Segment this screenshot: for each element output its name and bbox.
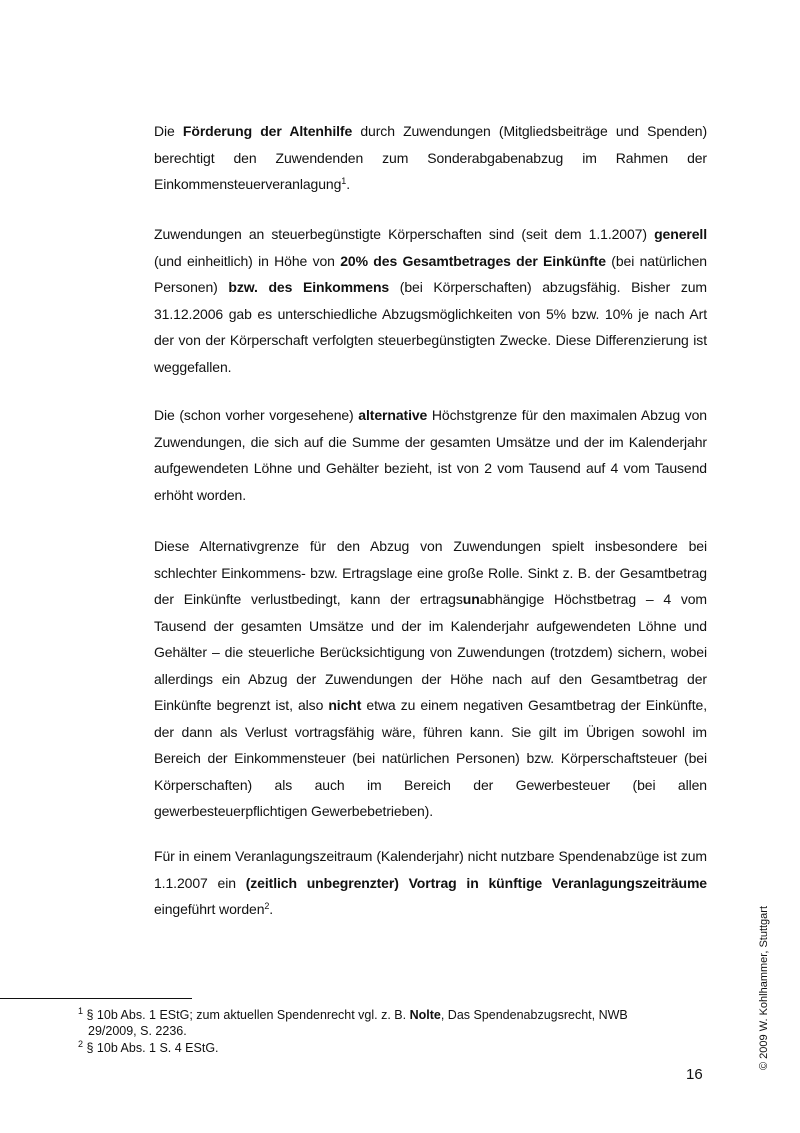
text-run: (bei natürlichen Personen) — [154, 252, 707, 295]
bold-run: alternative — [358, 407, 428, 423]
text-run: Die — [154, 123, 183, 139]
paragraph-alternativgrenze — [154, 533, 707, 825]
text-run: Zuwendungen an steuerbegünstigte Körperschaften sind (seit dem 1.1.2007) — [154, 226, 655, 242]
text-run: § 10b Abs. 1 S. 4 EStG. — [83, 1041, 219, 1055]
paragraph-alternative-hoechstgrenze — [154, 402, 707, 508]
text-run: 29/2009, S. 2236. — [88, 1023, 187, 1038]
bold-run: bzw. des Einkommens — [228, 279, 390, 295]
text-run: . — [269, 901, 274, 917]
text-run: Diese Alternativgrenze für den Abzug von Zuwendungen spielt insbesondere bei schlechter Einkommens- bzw. Ertragslage eine große Rolle. Sinkt z. B. der Gesamtbetrag der Einkünfte verlustbedingt, kann der ertrags — [154, 538, 707, 607]
bold-run: Nolte — [409, 1008, 441, 1022]
footnote-number: 1 — [78, 1006, 84, 1016]
footnote-number: 2 — [78, 1039, 84, 1049]
bold-run: Förderung der Altenhilfe — [182, 123, 353, 139]
bold-run: 20% des Gesamtbetrages der Einkünfte — [340, 252, 606, 269]
paragraph-zuwendungen — [154, 221, 707, 380]
text-run: abhängige Höchstbetrag – 4 vom Tausend der gesamten Umsätze und der im Kalenderjahr aufgewendeten Löhne und Gehälter – die steuerliche Berücksichtigung von Zuwendungen (trotzdem) sichern, wobei allerdings ein Abzug der Zuwendungen der Höhe nach auf den Gesamtbetrag der Einkünfte begrenzt ist, also — [154, 591, 707, 713]
text-run: Höchstgrenze für den maximalen Abzug von Zuwendungen, die sich auf die Summe der gesamten Umsätze und der im Kalenderjahr aufgewendeten Löhne und Gehälter bezieht, ist von 2 vom Tausend auf 4 vom Tausend erhöht worden. — [154, 407, 707, 503]
copyright-notice: © 2009 W. Kohlhammer, Stuttgart — [758, 905, 770, 1070]
footnote-1 — [78, 1008, 678, 1039]
paragraph-altenhilfe — [154, 118, 707, 198]
text-run: (und einheitlich) in Höhe von — [154, 252, 341, 269]
text-run: durch Zuwendungen (Mitgliedsbeiträge und Spenden) berechtigt den Zuwendenden zum Sonderabgabenabzug im Rahmen der Einkommensteuerveranlagung — [154, 123, 708, 192]
bold-run: nicht — [328, 697, 362, 713]
text-run: etwa zu einem negativen Gesamtbetrag der Einkünfte, der dann als Verlust vortragsfähig wäre, führen kann. Sie gilt im Übrigen sowohl im Bereich der Einkommensteuer (bei natürlichen Personen) bzw. Körperschaftsteuer (bei Körperschaften) als auch im Bereich der Gewerbesteuer (bei allen gewerbesteuerpflichtigen Gewerbebetrieben). — [154, 697, 707, 819]
footnote-ref-2: 2 — [264, 901, 270, 911]
page-number: 16 — [686, 1066, 703, 1083]
bold-run: (zeitlich unbegrenzter) Vortrag in künftige Veranlagungszeiträume — [245, 874, 707, 891]
bold-run: generell — [654, 226, 707, 242]
text-run: (bei Körperschaften) abzugsfähig. Bisher zum 31.12.2006 gab es unterschiedliche Abzugsmöglichkeiten von 5% bzw. 10% je nach Art der von der Körperschaft verfolgten steuerbegünstigten Zwecke. Diese Differenzierung ist weggefallen. — [154, 279, 707, 375]
footnote-ref-1: 1 — [341, 176, 347, 186]
footnote-2 — [78, 1041, 678, 1057]
text-run: eingeführt worden — [154, 901, 265, 917]
text-run: . — [346, 176, 350, 192]
text-run: Für in einem Veranlagungszeitraum (Kalenderjahr) nicht nutzbare Spendenabzüge ist zum 1.1.2007 ein — [154, 848, 707, 891]
footnote-separator — [0, 998, 192, 999]
text-run: Die (schon vorher vorgesehene) — [154, 407, 359, 423]
text-run: § 10b Abs. 1 EStG; zum aktuellen Spendenrecht vgl. z. B. — [83, 1008, 410, 1022]
paragraph-spendenvortrag — [154, 843, 707, 923]
text-run: , Das Spendenabzugsrecht, NWB — [440, 1008, 628, 1022]
bold-run: un — [462, 591, 480, 607]
